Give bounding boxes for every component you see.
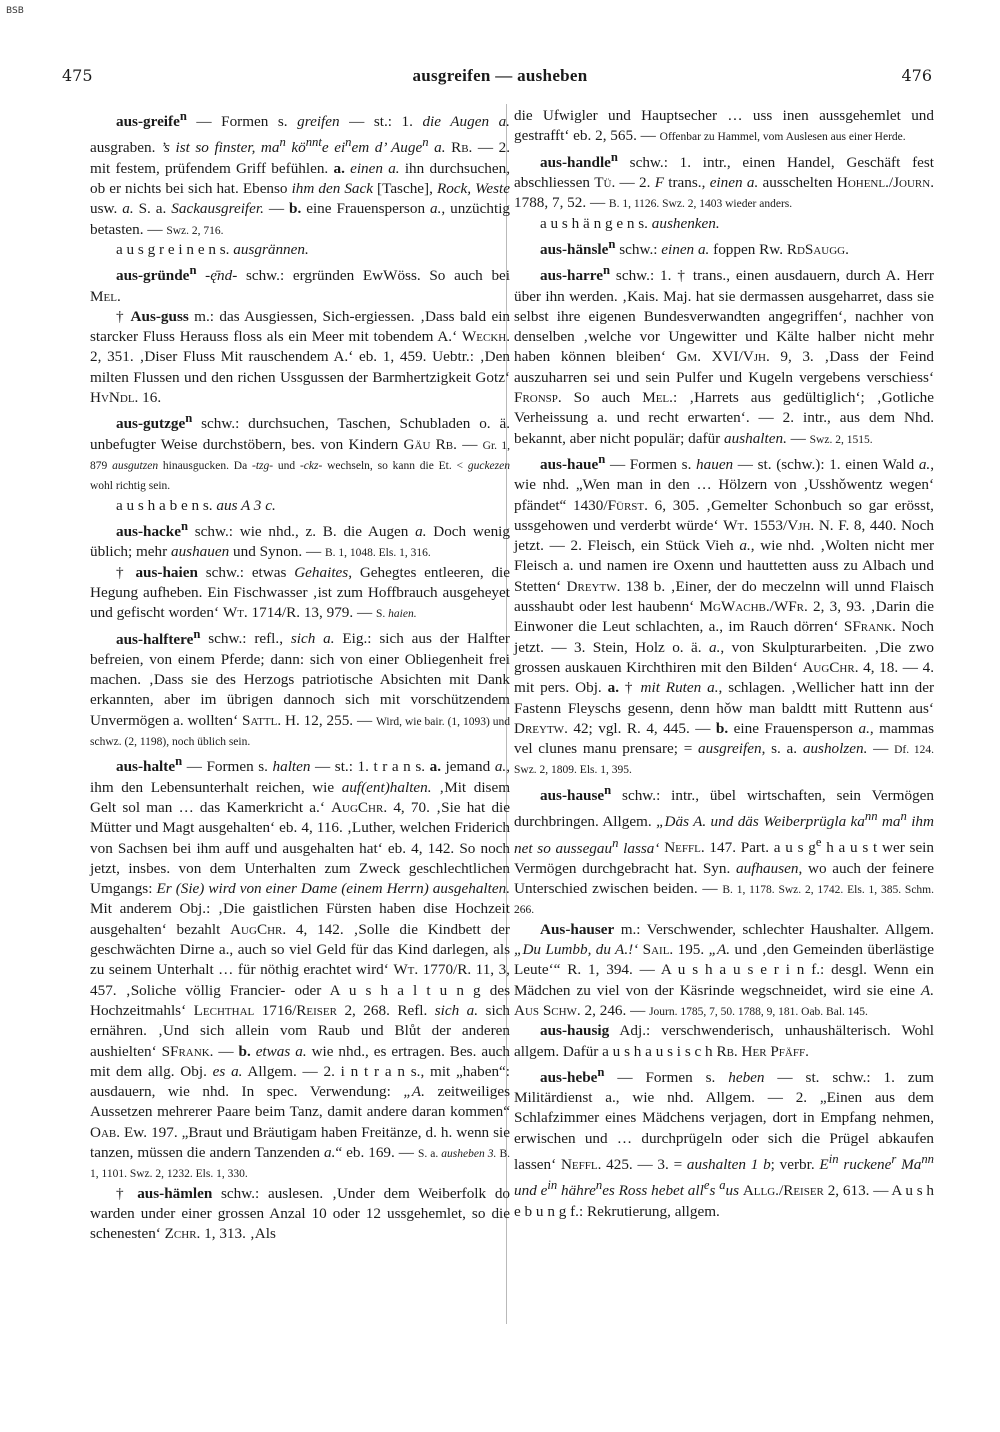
library-stamp: BSB — [6, 6, 24, 16]
dictionary-entry: aus-greife$^n$ — Formen s. greifen — st.: 1. die Augen a. ausgraben. ’s ist so finster, $ma^n$ $kö^{nnt}e$ $ei^nem$ d’ Auge$^n$ a. Rb. — 2. mit festem, prüfendem Griff befühlen. a. einen a. ihn durchsuchen, ob er nichts bei sich hat. Ebenso ihm den Sack [Tasche], Rock, Weste usw. a. S. a. Sackausgreifer. — b. eine Frauensperson a., unzüchtig betasten. — Swz. 2, 716. — [90, 109, 511, 238]
dictionary-entry: aus-hacke$^n$ schw.: wie nhd., z. B. die Augen a. Doch wenig üblich; mehr aushauen und Synon. — B. 1, 1048. Els. 1, 316. — [90, 518, 510, 561]
dictionary-entry: aus-halftere$^n$ schw.: refl., sich a. Eig.: sich aus der Halfter befreien, von einem Pferde; dann: sich von einer Obliegenheit frei machen. ‚Dass sie des Herzogs patriotische Absichten mit Dank erkannten, aber im übrigen dannoch sich mit vorschützendem Unvermögen a. wollten‘ Sattl. H. 12, 255. — Wird, wie bair. (1, 1093) und schwz. (2, 1198), noch üblich sein. — [90, 626, 510, 748]
dictionary-entry: a u s h a b e n s. aus A 3 c. — [116, 496, 276, 514]
dictionary-entry: a u s h ä n g e n s. aushenken. — [540, 214, 720, 232]
dictionary-entry: aus-hause$^n$ schw.: intr., übel wirtschaften, sein Vermögen durchbringen. Allgem. „Däs A. und däs Weiberprügla $ka^{nn}$ $ma^n$ ihm net so aussegau$^n$ lassa‘ Neffl. 147. Part. a u s $g^e$ h a u s t wer sein Vermögen durchgebracht hat. Syn. aufhausen, wo auch der feinere Unterschied zwischen beiden. — B. 1, 1178. Swz. 2, 1742. Els. 1, 385. Schm. 266. — [514, 782, 935, 917]
dictionary-entry: die Ufwigler und Hauptsecher … uss inen aussgehemlet und gestrafft‘ eb. 2, 565. — Offenbar zu Hammel, vom Auslesen aus einer Herde. — [514, 107, 934, 145]
page-number-left: 475 — [62, 66, 93, 85]
dictionary-entry: Aus-hauser m.: Verschwender, schlechter Haushalter. Allgem. „Du Lumbb, du A.!‘ Sail. 195. „A. und ‚den Gemeinden überlästige Leute‘“ R. 1, 394. — A u s h a u s e r i n f.: desgl. Wenn ein Mädchen zu viel von der Käsrinde wegschneidet, wird sie eine A. Aus Schw. 2, 246. — Journ. 1785, 7, 50. 1788, 9, 181. Oab. Bal. 145. — [514, 920, 935, 1019]
dictionary-entry: aus-halte$^n$ — Formen s. halten — st.: 1. t r a n s. a. jemand a., ihm den Lebensunterhalt reichen, wie auf(ent)halten. ‚Mit disem Gelt sol man … das Kamerkricht a.‘ AugChr. 4, 70. ‚Sie hat die Mütter und Magt ausgehalten‘ eb. 4, 116. ‚Luther, welchen Friderich von Sachsen bei ihm auff und ausgehalten hat‘ eb. 4, 142. So noch jetzt, insbes. von dem Unterhalten zum Zweck geschlechtlichen Umgangs: Er (Sie) wird von einer Dame (einem Herrn) ausgehalten. Mit anderem Obj.: ‚Die gaistlichen Fürsten haben dise Hochzeit ausgehalten‘ bezahlt AugChr. 4, 142. ‚Solle die Kindbett der geschwächten Dirne a., auch so viel Geld für das Kind darlegen, als zu seinem Unterhalt … für nöthig erachtet wird‘ Wt. 1770/R. 11, 3, 457. ‚Soliche völlig Francier- oder A u s h a l t u n g des Hochzeitmahls‘ Lechthal 1716/Reiser 2, 268. Refl. sich a. sich ernähren. ‚Und sich allein vom Raub und Blůt der anderen aushielten‘ SFrank. — b. etwas a. wie nhd., es ertragen. Bes. auch mit dem allg. Obj. es a. Allgem. — 2. i n t r a n s., mit „haben“: ausdauern, wie nhd. In spec. Verwendung: „A. zeitweiliges Aussetzen mehrerer Paare beim Tanz, damit andere daran kommen“ Oab. Ew. 197. „Braut und Bräutigam haben Freitänze, d. h. wenn sie tanzen, müssen die andern Tanzenden a.“ eb. 169. — S. a. ausheben 3. B. 1, 1101. Swz. 2, 1232. Els. 1, 330. — [90, 754, 511, 1181]
running-head: ausgreifen — ausheben — [412, 66, 588, 85]
dictionary-entry: † aus-haien schw.: etwas Gehaites, Gehegtes entleeren, die Hegung aufheben. Ein Fischwasser ‚ist zum Hoffbrauch ausgeheyet und gefischt worden‘ Wt. 1714/R. 13, 979. — S. haien. — [90, 563, 510, 622]
dictionary-entry: a u s g r e i n e n s. ausgrännen. — [116, 240, 309, 258]
dictionary-entry: aus-gutzge$^n$ schw.: durchsuchen, Taschen, Schubladen o. ä. unbefugter Weise durchstöbern, bes. von Kindern Gäu Rb. — Gr. 1, 879 ausgutzen hinausgucken. Da -tzg- und -ckz- wechseln, so kann die Et. < guckezen wohl richtig sein. — [90, 411, 511, 493]
dictionary-entry: aus-gründe$^n$ -ę̄nd- schw.: ergründen EwWöss. So auch bei Mel. — [90, 263, 510, 305]
dictionary-entry: aus-harre$^n$ schw.: 1. † trans., einen ausdauern, durch A. Herr über ihn werden. ‚Kais. Maj. hat sie dermassen ausgeharret, dass sie selbst ihre eigenen Bundesverwandten angegriffen‘, nachher von denselben ‚welche vor Ungewitter und Kälte halber nicht mehr haben können bleiben‘ Gm. XVI/Vjh. 9, 3. ‚Dass der Feind auszuharren sei und sein Pulfer und Kugeln vergebens verschiess‘ Fronsp. So auch Mel.: ‚Harrets aus gedültiglich‘; ‚Gotliche Verheissung a. und recht erwarten‘. — 2. intr., aus dem Nhd. bekannt, aber nicht populär; dafür aushalten. — Swz. 2, 1515. — [514, 263, 935, 447]
right-column — [514, 106, 934, 1222]
dictionary-entry: aus-handle$^n$ schw.: 1. intr., einen Handel, Geschäft fest abschliessen Tü. — 2. F trans., einen a. ausschelten Hohenl./Journ. 1788, 7, 52. — B. 1, 1126. Swz. 2, 1403 wieder anders. — [514, 149, 934, 212]
dictionary-entry: † Aus-guss m.: das Ausgiessen, Sich-ergiessen. ‚Dass bald ein starcker Fluss Herauss floss als ein Meer mit tobendem A.‘ Weckh. 2, 351. ‚Diser Fluss Mit rauschendem A.‘ eb. 1, 459. Uebtr.: ‚Den milten Flussen und den richen Ussgussen der Barmhertzigkeit Gotz‘ HvNdl. 16. — [90, 307, 511, 407]
page-number-right: 476 — [901, 66, 932, 85]
left-column — [90, 106, 510, 1244]
dictionary-entry: aus-hänsle$^n$ schw.: einen a. foppen Rw. RdSaugg. — [540, 236, 849, 258]
dictionary-entry: aus-hebe$^n$ — Formen s. heben — st. schw.: 1. zum Militärdienst a., wie nhd. Allgem. — 2. „Einen aus dem Schlafzimmer eines Mädchens verjagen, dort in Empfang nehmen, erwischen und … durchprügeln oder sich die Prügel abkaufen lassen‘ Neffl. 425. — 3. = aushalten 1 b; verbr. $E^{in}$ ruckene$^r$ $Ma^{nn}$ und $e^{in}$ hähre$^n$es Ross hebet all$^e$s $^a$us Allg./Reiser 2, 613. — A u s h e b u n g f.: Rekrutierung, allgem. — [514, 1064, 935, 1220]
dictionary-entry: † aus-hämlen schw.: auslesen. ‚Under dem Weiberfolk do warden under einer grossen Anzal 10 oder 12 ussgehemlet, so die schenesten‘ Zchr. 1, 313. ‚Als — [90, 1184, 511, 1243]
dictionary-entry: aus-haue$^n$ — Formen s. hauen — st. (schw.): 1. einen Wald a., wie nhd. „Wen man in den … Hölzern von ‚Usshǒwentz wegen‘ pfändet“ 1430/Fürst. 6, 305. ‚Gemelter Schonbuch so gar erösst, ussgehowen und verderbt würde‘ Wt. 1553/Vjh. N. F. 8, 440. Noch jetzt. — 2. Fleisch, ein Stück Vieh a., wie nhd. ‚Wolten nicht mer Fleisch a. und namen ire Oxenn und hauttetten auss zu Albach und Stetten‘ Dreytw. 138 b. ‚Einer, der do meczelnn will unnd Flaisch ausshaubt oder lest haubenn‘ MgWachb./WFr. 2, 3, 93. ‚Darin die Einwoner die Leut schlachten, a., im Rauch dörren‘ SFrank. Noch jetzt. — 3. Stein, Holz o. ä. a., von Skulpturarbeiten. ‚Die zwo grossen auskauen Kirchthiren mit den Bilden‘ AugChr. 4, 18. — 4. mit pers. Obj. a. † mit Ruten a., schlagen. ‚Wellicher hatt inn der Fastenn Fleyschs gesenn, denn hǒw man baldtt mitt Ruttenn aus‘ Dreytw. 42; vgl. R. 4, 445. — b. eine Frauensperson a., mammas vel clunes manu prensare; = ausgreifen, s. a. ausholzen. — Df. 124. Swz. 2, 1809. Els. 1, 395. — [514, 451, 935, 777]
dictionary-entry: aus-hausig Adj.: verschwenderisch, unhaushälterisch. Wohl allgem. Dafür a u s h a u s i s c h Rb. Her Pfäff. — [514, 1022, 934, 1060]
